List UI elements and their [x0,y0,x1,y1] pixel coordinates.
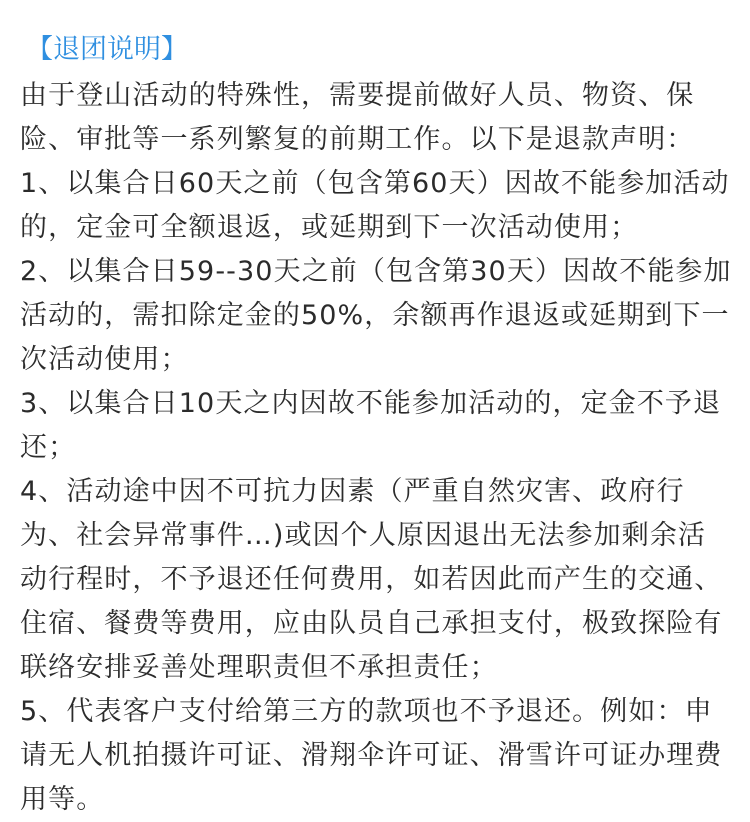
intro-paragraph: 由于登山活动的特殊性，需要提前做好人员、物资、保险、审批等一系列繁复的前期工作。以下是退款声明： [20,80,695,155]
policy-item-4: 4、活动途中因不可抗力因素（严重自然灾害、政府行为、社会异常事件…)或因个人原因退出无法参加剩余活动行程时，不予退还任何费用，如若因此而产生的交通、住宿、餐费等费用，应由队员自己承担支付，极致探险有联络安排妥善处理职责但不承担责任； [20,476,723,683]
policy-item-5: 5、代表客户支付给第三方的款项也不予退还。例如：申请无人机拍摄许可证、滑翔伞许可证、滑雪许可证办理费用等。 [20,696,723,815]
policy-item-1: 1、以集合日60天之前（包含第60天）因故不能参加活动的，定金可全额退返，或延期到下一次活动使用； [20,168,730,243]
policy-item-2: 2、以集合日59--30天之前（包含第30天）因故不能参加活动的，需扣除定金的50%，余额再作退返或延期到下一次活动使用； [20,256,732,375]
policy-item-3: 3、以集合日10天之内因故不能参加活动的，定金不予退还； [20,388,722,463]
policy-body [20,74,750,822]
section-heading: 【退团说明】 [26,34,188,65]
